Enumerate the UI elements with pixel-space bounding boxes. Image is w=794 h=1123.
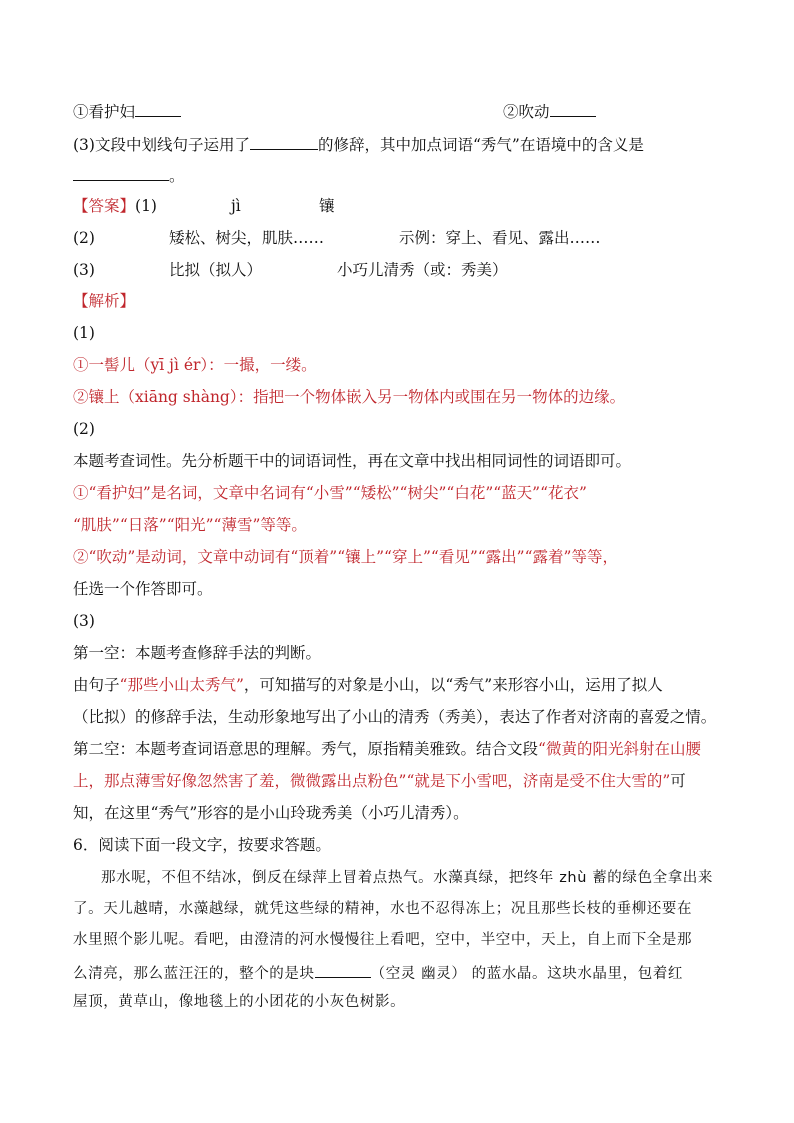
analysis-part-3: (3)	[73, 612, 95, 630]
question-item-row	[73, 100, 181, 122]
question-3-line-2: 。	[73, 164, 185, 186]
answer-blank	[315, 961, 371, 978]
analysis-2-line-1: ①“看护妇”是名词，文章中名词有“小雪”“矮松”“树尖”“白花”“蓝天”“花衣”	[73, 484, 587, 502]
answer-blank	[73, 164, 169, 181]
analysis-3-line-6: 知，在这里“秀气”形容的是小山玲珑秀美（小巧儿清秀）。	[73, 804, 469, 822]
passage-line-5: 屋顶，黄草山，像地毯上的小团花的小灰色树影。	[73, 994, 406, 1010]
analysis-1-line-2: ②镶上（xiāng shàng）：指把一个物体嵌入另一物体内或围在另一物体的边缘。	[73, 388, 626, 406]
item-look-nurse: ①看护妇	[73, 103, 136, 121]
analysis-label: 【解析】	[73, 292, 136, 310]
analysis-2-intro: 本题考查词性。先分析题干中的词语词性，再在文章中找出相同词性的词语即可。	[73, 452, 632, 470]
passage-line-2: 了。天儿越晴，水藻越绿，就凭这些绿的精神，水也不忍得冻上；况且那些长枝的垂柳还要在	[73, 901, 693, 917]
analysis-2-line-3: ②“吹动”是动词，文章中动词有“顶着”“镶上”“穿上”“看见”“露出”“露着”等等，	[73, 548, 618, 566]
analysis-3-line-4: 第二空：本题考查词语意思的理解。秀气，原指精美雅致。结合文段“微黄的阳光斜射在山腰	[73, 740, 701, 758]
question-item-row-right	[503, 100, 596, 122]
analysis-2-line-2: “肌肤”“日落”“阳光”“薄雪”等等。	[73, 516, 307, 534]
item-blow: ②吹动	[503, 103, 550, 121]
question-6-title: 6．阅读下面一段文字，按要求答题。	[73, 836, 331, 854]
analysis-3-line-1: 第一空：本题考查修辞手法的判断。	[73, 644, 322, 662]
analysis-part-1: (1)	[73, 324, 95, 342]
answer-label: 【答案】	[73, 197, 136, 215]
answer-blank	[250, 133, 318, 150]
passage-line-3: 水里照个影儿呢。看吧，由澄清的河水慢慢往上看吧，空中，半空中，天上，自上而下全是那	[73, 932, 693, 948]
answer-row-2: (2) 矮松、树尖，肌肤…… 示例：穿上、看见、露出……	[73, 229, 601, 247]
question-3-line: (3)文段中划线句子运用了 的修辞，其中加点词语“秀气”在语境中的含义是	[73, 133, 644, 155]
passage-line-1: 那水呢，不但不结冰，倒反在绿萍上冒着点热气。水藻真绿，把终年 zhù 蓄的绿色全拿出来	[101, 870, 714, 886]
analysis-2-line-4: 任选一个作答即可。	[73, 580, 213, 598]
answer-blank	[135, 100, 181, 117]
answer-row-1: 【答案】(1) jì 镶	[73, 197, 335, 215]
analysis-3-line-5: 上，那点薄雪好像忽然害了羞，微微露出点粉色”“就是下小雪吧，济南是受不住大雪的”可	[73, 772, 686, 790]
analysis-3-line-2: 由句子“那些小山太秀气”，可知描写的对象是小山，以“秀气”来形容小山，运用了拟人	[73, 676, 663, 694]
answer-blank	[550, 100, 596, 117]
passage-line-4: 么清亮，那么蓝汪汪的，整个的是块 （空灵 幽灵） 的蓝水晶。这块水晶里，包着红	[73, 961, 683, 984]
analysis-1-line-1: ①一髻儿（yī jì ér）：一撮，一缕。	[73, 356, 317, 374]
analysis-part-2: (2)	[73, 420, 95, 438]
analysis-3-line-3: （比拟）的修辞手法，生动形象地写出了小山的清秀（秀美），表达了作者对济南的喜爱之情。	[73, 708, 717, 726]
answer-row-3: (3) 比拟（拟人） 小巧儿清秀（或：秀美）	[73, 261, 508, 279]
